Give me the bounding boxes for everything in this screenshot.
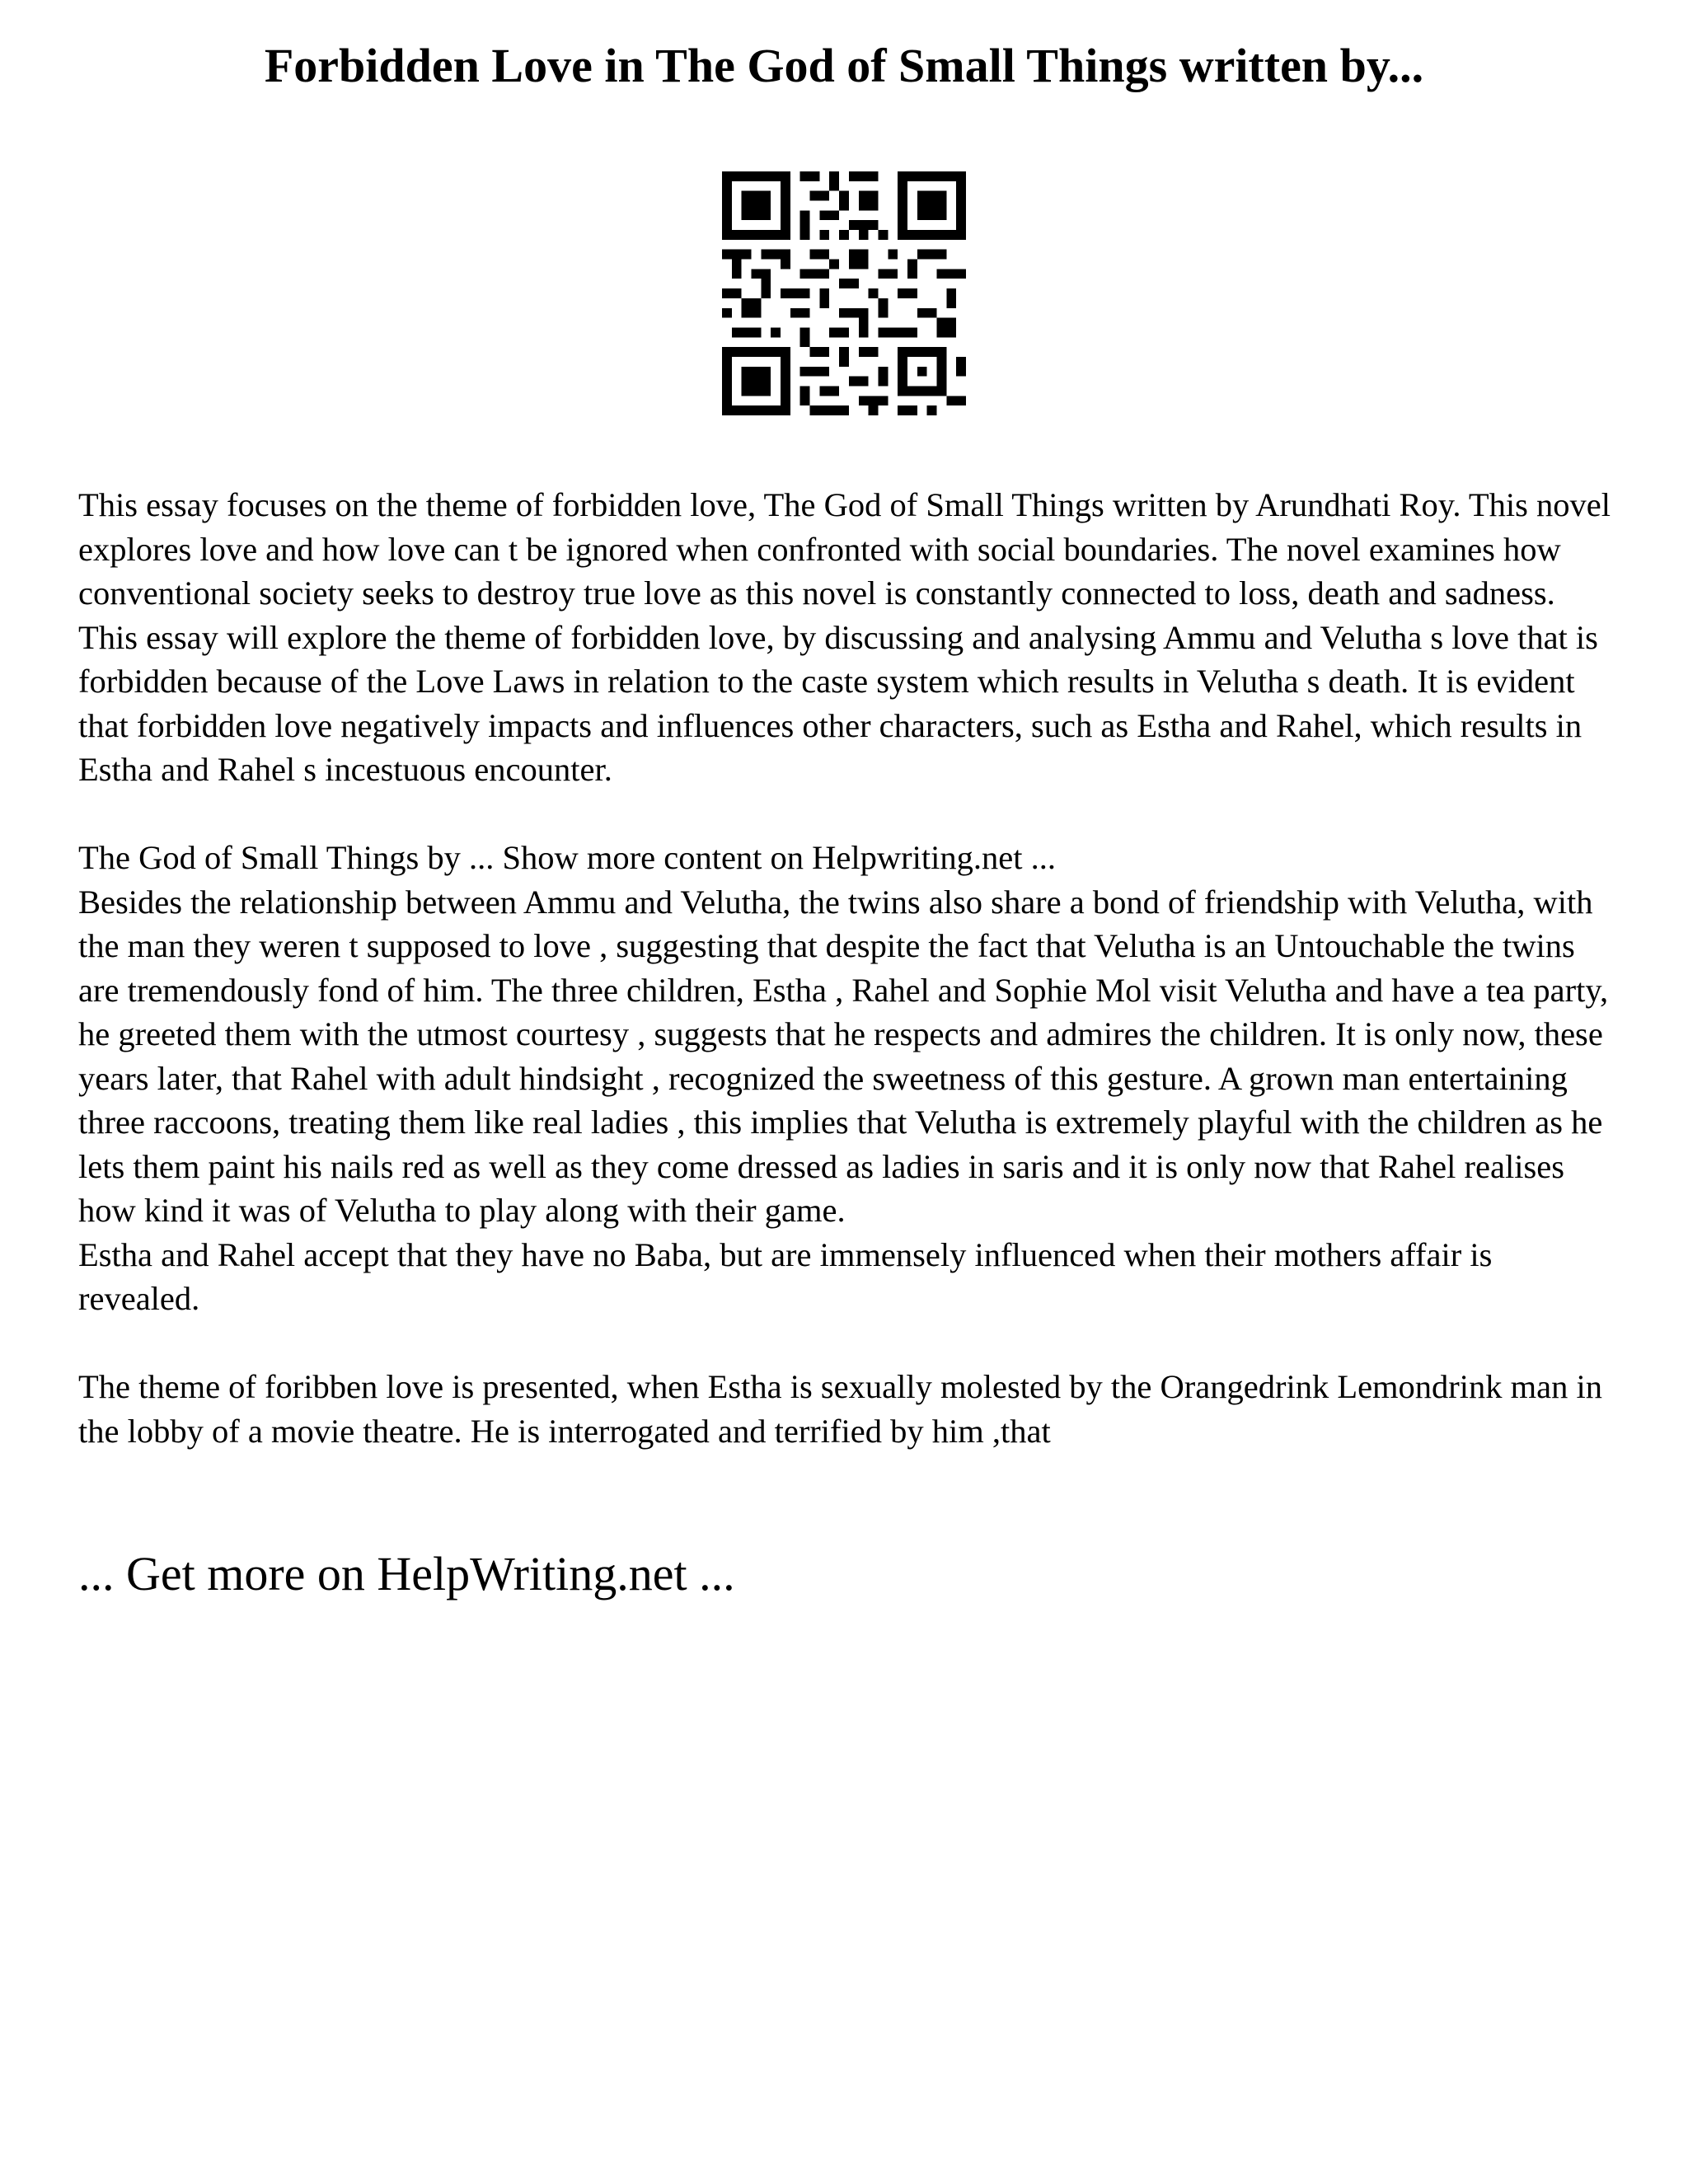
paragraph-twins: Besides the relationship between Ammu and Velutha, the twins also share a bond of friendship with Velutha, with the man they weren t supposed to love , suggesting that despite the fact that Velutha is an Untouchable the twins are tremendously fond of him. The three children, Estha , Rahel and Sophie Mol visit Velutha and have a tea party, he greeted them with the utmost courtesy , suggests that he respects and admires the children. It is only now, these years later, that Rahel with adult hindsight , recognized the sweetness of this gesture. A grown man entertaining three raccoons, treating them like real ladies , this implies that Velutha is extremely playful with the children as he lets them paint his nails red as well as they come dressed as ladies in saris and it is only now that Rahel realises how kind it was of Velutha to play along with their game. [78, 883, 1609, 1229]
get-more-link[interactable]: ... Get more on HelpWriting.net ... [78, 1547, 735, 1601]
essay-body [78, 483, 1620, 1453]
show-more-line: The God of Small Things by ... Show more content on Helpwriting.net ... [78, 839, 1056, 876]
paragraph-intro: This essay focuses on the theme of forbidden love, The God of Small Things written by Arundhati Roy. This novel explores love and how love can t be ignored when confronted with social boundaries. The novel examines how conventional society seeks to destroy true love as this novel is constantly connected to loss, death and sadness. This essay will explore the theme of forbidden love, by discussing and analysing Ammu and Velutha s love that is forbidden because of the Love Laws in relation to the caste system which results in Velutha s death. It is evident that forbidden love negatively impacts and influences other characters, such as Estha and Rahel, which results in Estha and Rahel s incestuous encounter. [78, 486, 1611, 788]
paragraph-baba: Estha and Rahel accept that they have no Baba, but are immensely influenced when their mothers affair is revealed. [78, 1235, 1493, 1317]
qr-code-icon [722, 171, 966, 415]
paragraph-theme: The theme of foribben love is presented, when Estha is sexually molested by the Orangedrink Lemondrink man in the lobby of a movie theatre. He is interrogated and terrified by him ,that [78, 1368, 1603, 1450]
document-title: Forbidden Love in The God of Small Things written by... [264, 39, 1424, 92]
